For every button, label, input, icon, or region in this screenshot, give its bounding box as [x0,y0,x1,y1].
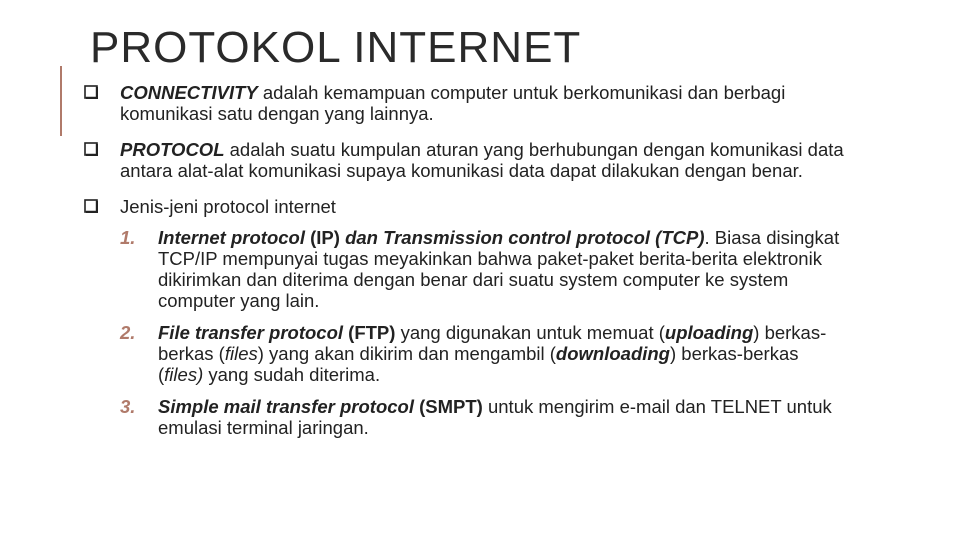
bullet-term: PROTOCOL [120,139,225,160]
protocol-desc-1: yang digunakan untuk memuat ( [395,322,665,343]
protocol-name: File transfer protocol [158,322,344,343]
protocol-abbr-2: (TCP) [650,227,705,248]
protocol-term-2: files [224,343,258,364]
protocol-name-2: Transmission control protocol [383,227,651,248]
protocol-term-1: uploading [664,322,754,343]
square-checkbox-icon [84,142,98,156]
bullet-text: Jenis-jeni protocol internet [120,196,336,217]
protocol-desc: Biasa disingkat TCP/IP mempunyai tugas meyakinkan bahwa paket-paket berita-berita elektronik dikirimkan dan diterima dengan benar dari suatu system computer ke system computer yang lain. [158,227,840,311]
protocol-desc-2: ) berkas-berkas ( [158,322,827,364]
protocol-end: . [704,227,710,248]
protocol-item-ftp [120,322,844,385]
bullet-text: adalah kemampuan computer untuk berkomunikasi dan berbagi komunikasi satu dengan yang lainnya. [120,82,786,124]
protocol-list [84,227,844,438]
bullet-connectivity [84,82,844,124]
protocol-desc-5: yang sudah diterima. [203,364,381,385]
bullet-protocol [84,139,844,181]
square-checkbox-icon [84,85,98,99]
item-number: 2. [120,322,136,343]
protocol-name: Internet protocol [158,227,305,248]
protocol-abbr: (FTP) [343,322,396,343]
bullet-types [84,196,844,217]
item-number: 1. [120,227,136,248]
protocol-desc: untuk mengirim e-mail dan TELNET untuk emulasi terminal jaringan. [158,396,832,438]
protocol-term-4: files) [164,364,204,385]
protocol-item-tcp-ip [120,227,844,311]
square-checkbox-icon [84,199,98,213]
protocol-abbr: (IP) [304,227,340,248]
protocol-abbr: (SMPT) [413,396,483,417]
protocol-desc-4: ) berkas-berkas ( [158,343,799,385]
item-number: 3. [120,396,136,417]
protocol-desc-3: ) yang akan dikirim dan mengambil ( [257,343,556,364]
protocol-name: Simple mail transfer protocol [158,396,414,417]
protocol-term-3: downloading [555,343,670,364]
bullet-text: adalah suatu kumpulan aturan yang berhubungan dengan komunikasi data antara alat-alat komunikasi supaya komunikasi data dapat dilakukan dengan benar. [120,139,844,181]
bullet-term: CONNECTIVITY [120,82,258,103]
page-title: PROTOKOL INTERNET [90,23,582,72]
protocol-join: dan [339,227,384,248]
content-area [84,82,844,449]
accent-line [60,66,62,136]
protocol-item-smtp [120,396,844,438]
